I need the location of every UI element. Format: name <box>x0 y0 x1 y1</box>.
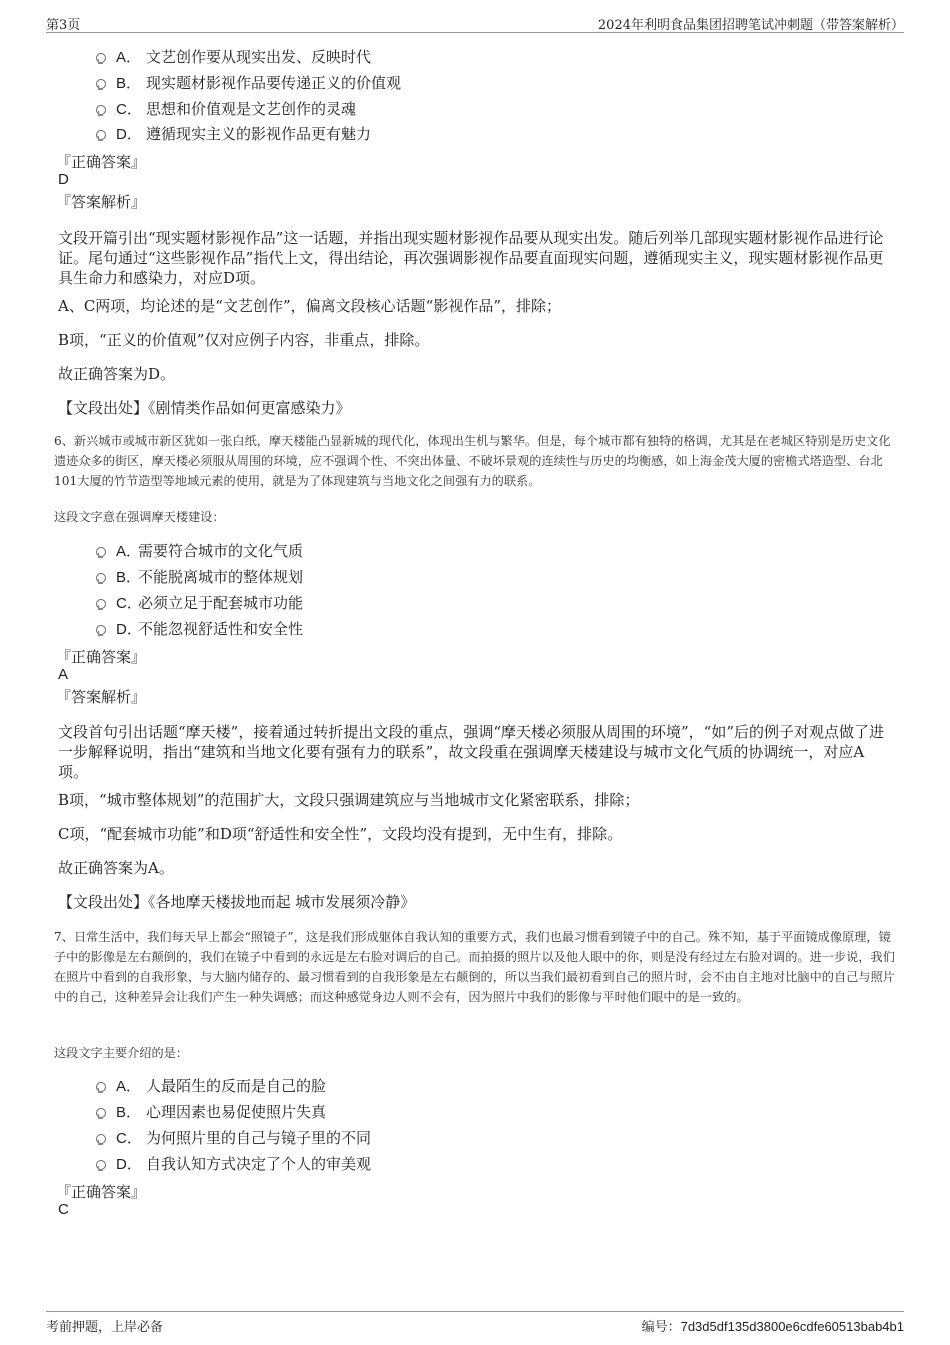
radio-icon[interactable] <box>96 1134 106 1144</box>
analysis-paragraph: A、C两项，均论述的是“文艺创作”，偏离文段核心话题“影视作品”，排除； <box>58 297 561 315</box>
radio-icon[interactable] <box>96 53 106 63</box>
radio-icon[interactable] <box>96 1108 106 1118</box>
option-q6-c[interactable]: C．必须立足于配套城市功能 <box>96 593 303 614</box>
document-title: 2024年利明食品集团招聘笔试冲刺题（带答案解析） <box>597 18 904 33</box>
option-q6-a[interactable]: A．需要符合城市的文化气质 <box>96 541 303 562</box>
document-code: 编号：7d3d5df135d3800e6cdfe60513bab4b1 <box>641 1319 904 1335</box>
answer-value: C <box>58 1201 69 1218</box>
option-q7-c[interactable]: C． 为何照片里的自己与镜子里的不同 <box>96 1128 371 1149</box>
radio-icon[interactable] <box>96 547 106 557</box>
analysis-paragraph: C项，“配套城市功能”和D项“舒适性和安全性”，文段均没有提到，无中生有，排除。 <box>58 825 623 843</box>
footer-slogan: 考前押题，上岸必备 <box>46 1320 164 1335</box>
question-7-text: 7、日常生活中，我们每天早上都会“照镜子”，这是我们形成躯体自我认知的重要方式，我们也最习惯看到镜子中的自己。殊不知，基于平面镜成像原理，镜子中的影像是左右颠倒的，我们在镜子中看到的永远是左右脸对调后的自己。而拍摄的照片以及他人眼中的你，则是没有经过左右脸对调的。进一步说，我们在照片中看到的自我形象，与大脑内储存的、最习惯看到的自我形象是左右颠倒的，所以当我们最初看到自己的照片时，会不由自主地对比脑中的自己与照片中的自己，这种差异会让我们产生一种失调感；而这种感觉身边人则不会有，因为照片中我们的影像与平时他们眼中的是一致的。 <box>54 930 895 1004</box>
page-number: 第3页 <box>46 18 81 33</box>
analysis-label: 『答案解析』 <box>56 193 147 211</box>
option-q7-a[interactable]: A． 人最陌生的反而是自己的脸 <box>96 1076 326 1097</box>
option-q6-b[interactable]: B．不能脱离城市的整体规划 <box>96 567 303 588</box>
analysis-paragraph: 故正确答案为D。 <box>58 365 176 383</box>
option-q5-a[interactable]: A． 文艺创作要从现实出发、反映时代 <box>96 47 371 68</box>
analysis-paragraph: B项，“城市整体规划”的范围扩大，文段只强调建筑应与当地城市文化紧密联系，排除； <box>58 791 640 809</box>
option-q7-b[interactable]: B． 心理因素也易促使照片失真 <box>96 1102 326 1123</box>
radio-icon[interactable] <box>96 1160 106 1170</box>
option-q5-c[interactable]: C． 思想和价值观是文艺创作的灵魂 <box>96 99 356 120</box>
analysis-paragraph: 故正确答案为A。 <box>58 859 174 877</box>
source-citation: 【文段出处】《剧情类作品如何更富感染力》 <box>58 399 351 417</box>
radio-icon[interactable] <box>96 1082 106 1092</box>
radio-icon[interactable] <box>96 625 106 635</box>
question-7-prompt: 这段文字主要介绍的是： <box>54 1046 189 1060</box>
answer-value: D <box>58 171 69 188</box>
radio-icon[interactable] <box>96 79 106 89</box>
answer-label: 『正确答案』 <box>56 153 147 171</box>
answer-label: 『正确答案』 <box>56 1183 147 1201</box>
analysis-paragraph: B项，“正义的价值观”仅对应例子内容，非重点，排除。 <box>58 331 430 349</box>
page-header <box>46 14 904 33</box>
radio-icon[interactable] <box>96 105 106 115</box>
question-6-text: 6、新兴城市或城市新区犹如一张白纸，摩天楼能凸显新城的现代化，体现出生机与繁华。但是，每个城市都有独特的格调，尤其是在老城区特别是历史文化遗迹众多的街区，摩天楼必须服从周围的环境，应不强调个性、不突出体量、不破坏景观的连续性与历史的均衡感，如上海金茂大厦的密檐式塔造型、台北101大厦的竹节造型等地域元素的使用，就是为了体现建筑与当地文化之间强有力的联系。 <box>54 434 891 488</box>
analysis-label: 『答案解析』 <box>56 688 147 706</box>
question-6-prompt: 这段文字意在强调摩天楼建设： <box>54 510 225 524</box>
option-q6-d[interactable]: D．不能忽视舒适性和安全性 <box>96 619 303 640</box>
radio-icon[interactable] <box>96 599 106 609</box>
source-citation: 【文段出处】《各地摩天楼拔地而起 城市发展须冷静》 <box>58 893 416 911</box>
option-q5-d[interactable]: D． 遵循现实主义的影视作品更有魅力 <box>96 124 371 145</box>
analysis-paragraph: 文段开篇引出“现实题材影视作品”这一话题，并指出现实题材影视作品要从现实出发。随后列举几部现实题材影视作品进行论证。尾句通过“这些影视作品”指代上文，得出结论，再次强调影视作品要直面现实问题，遵循现实主义，现实题材影视作品更具生命力和感染力，对应D项。 <box>58 229 884 287</box>
option-q7-d[interactable]: D． 自我认知方式决定了个人的审美观 <box>96 1154 371 1175</box>
analysis-paragraph: 文段首句引出话题“摩天楼”，接着通过转折提出文段的重点，强调“摩天楼必须服从周围的环境”，“如”后的例子对观点做了进一步解释说明，指出“建筑和当地文化要有强有力的联系”，故文段重在强调摩天楼建设与城市文化气质的协调统一，对应A项。 <box>58 723 885 781</box>
answer-label: 『正确答案』 <box>56 648 147 666</box>
radio-icon[interactable] <box>96 573 106 583</box>
page-footer <box>46 1311 904 1336</box>
radio-icon[interactable] <box>96 130 106 140</box>
option-q5-b[interactable]: B． 现实题材影视作品要传递正义的价值观 <box>96 73 401 94</box>
answer-value: A <box>58 666 69 683</box>
